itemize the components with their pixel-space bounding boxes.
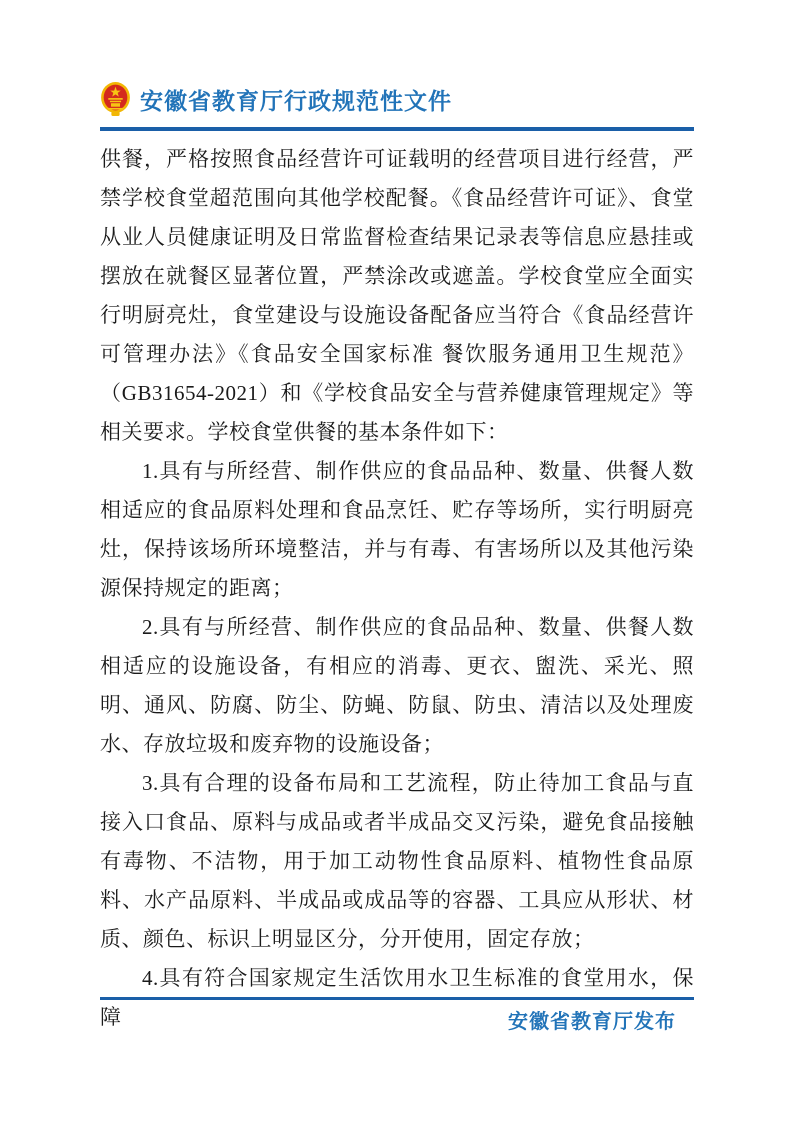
document-title: 安徽省教育厅行政规范性文件 — [140, 87, 452, 114]
body-paragraphs — [100, 140, 694, 1037]
paragraph: 4.具有符合国家规定生活饮用水卫生标准的食堂用水，保障 — [100, 966, 694, 1029]
publisher-label: 安徽省教育厅发布 — [508, 1011, 676, 1033]
header-divider — [100, 127, 694, 131]
document-body — [100, 140, 694, 1037]
paragraph: 供餐，严格按照食品经营许可证载明的经营项目进行经营，严禁学校食堂超范围向其他学校配餐。《食品经营许可证》、食堂从业人员健康证明及日常监督检查结果记录表等信息应悬挂或摆放在就餐区显著位置，严禁涂改或遮盖。学校食堂应全面实行明厨亮灶，食堂建设与设施设备配备应当符合《食品经营许可管理办法》《食品安全国家标准 餐饮服务通用卫生规范》（GB31654-2021）和《学校食品安全与营养健康管理规定》等相关要求。学校食堂供餐的基本条件如下： — [100, 147, 694, 444]
document-footer — [100, 1005, 694, 1034]
paragraph: 3.具有合理的设备布局和工艺流程，防止待加工食品与直接入口食品、原料与成品或者半成品交叉污染，避免食品接触有毒物、不洁物，用于加工动物性食品原料、植物性食品原料、水产品原料、半成品或成品等的容器、工具应从形状、材质、颜色、标识上明显区分，分开使用，固定存放； — [100, 771, 694, 951]
paragraph: 2.具有与所经营、制作供应的食品品种、数量、供餐人数相适应的设施设备，有相应的消毒、更衣、盥洗、采光、照明、通风、防腐、防尘、防蝇、防鼠、防虫、清洁以及处理废水、存放垃圾和废弃物的设施设备； — [100, 615, 694, 756]
document-header — [100, 81, 694, 117]
footer-divider — [100, 997, 694, 1000]
paragraph: 1.具有与所经营、制作供应的食品品种、数量、供餐人数相适应的食品原料处理和食品烹饪、贮存等场所，实行明厨亮灶，保持该场所环境整洁，并与有毒、有害场所以及其他污染源保持规定的距离； — [100, 459, 694, 600]
china-national-emblem-icon — [100, 81, 131, 117]
